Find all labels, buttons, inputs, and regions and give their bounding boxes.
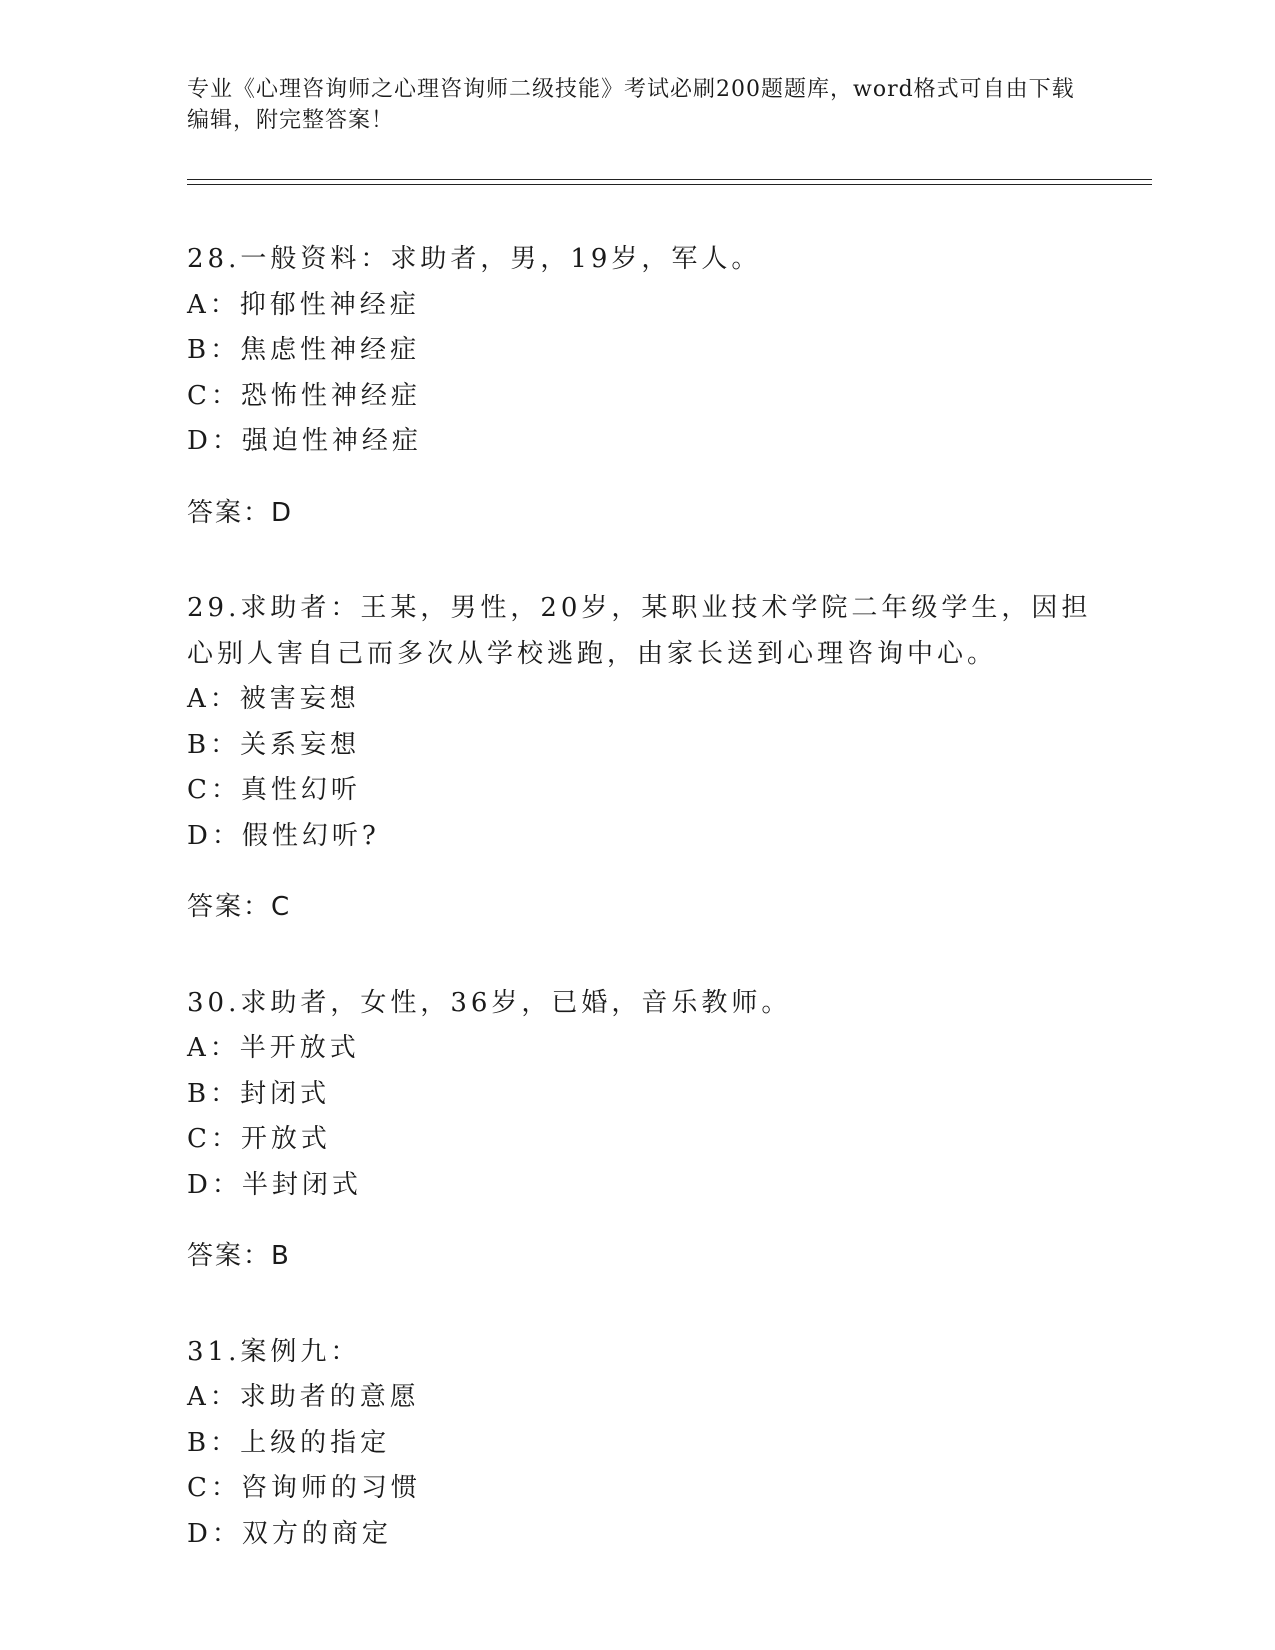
answer: 答案：D [187, 497, 294, 528]
question-list [187, 237, 1107, 1607]
option-a: A：被害妄想 [187, 684, 360, 714]
question-31 [187, 1330, 1107, 1558]
option-b: B：上级的指定 [187, 1427, 391, 1458]
answer: 答案：C [187, 892, 292, 922]
question-30 [187, 981, 1107, 1280]
question-text: 31.案例九： [187, 1336, 361, 1367]
option-d: D：半封闭式 [187, 1169, 362, 1200]
option-a: A：求助者的意愿 [187, 1382, 420, 1412]
answer: 答案：B [187, 1241, 291, 1271]
header-divider-top [187, 179, 1152, 180]
question-29 [187, 586, 1107, 931]
option-c: C：真性幻听 [187, 775, 361, 805]
option-b: B：封闭式 [187, 1078, 331, 1109]
option-d: D：双方的商定 [187, 1518, 392, 1549]
option-a: A：半开放式 [187, 1033, 360, 1063]
option-c: C：恐怖性神经症 [187, 380, 421, 411]
option-d: D：强迫性神经症 [187, 426, 422, 456]
option-c: C：开放式 [187, 1124, 331, 1154]
option-b: B：焦虑性神经症 [187, 335, 421, 365]
question-text: 28.一般资料：求助者，男，19岁，军人。 [187, 244, 762, 274]
question-text: 29.求助者：王某，男性，20岁，某职业技术学院二年级学生，因担心别人害自己而多次从学校逃跑，由家长送到心理咨询中心。 [187, 593, 1092, 669]
header-divider-bottom [187, 184, 1152, 185]
option-c: C：咨询师的习惯 [187, 1473, 421, 1503]
question-text: 30.求助者，女性，36岁，已婚，音乐教师。 [187, 987, 792, 1018]
option-d: D：假性幻听? [187, 820, 380, 851]
question-28 [187, 237, 1107, 536]
header-description: 专业《心理咨询师之心理咨询师二级技能》考试必刷200题题库，word格式可自由下载编辑，附完整答案！ [187, 77, 1075, 133]
document-header [187, 74, 1087, 136]
option-b: B：关系妄想 [187, 729, 361, 760]
option-a: A：抑郁性神经症 [187, 289, 420, 320]
